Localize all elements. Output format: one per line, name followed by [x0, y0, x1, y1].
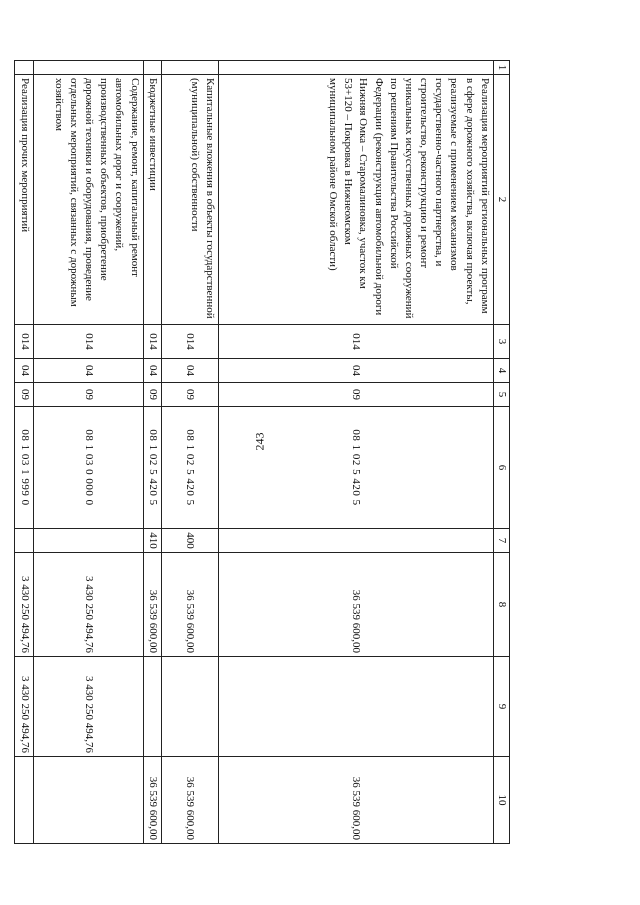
col-header-4: 4	[493, 359, 509, 383]
col-header-8: 8	[493, 553, 509, 657]
page-number: 243	[252, 432, 267, 451]
cell-subsection: 09	[33, 383, 143, 407]
cell-amount: 36 539 600,00	[143, 553, 161, 657]
cell-row-number	[143, 61, 161, 75]
cell-subsection: 09	[218, 383, 493, 407]
cell-item-name: Бюджетные инвестиции	[143, 75, 161, 325]
cell-amount: 36 539 600,00	[161, 553, 218, 657]
cell-item-name: Реализация прочих мероприятий	[15, 75, 33, 325]
cell-amount-3	[15, 757, 33, 844]
cell-expense-type: 410	[143, 529, 161, 553]
cell-amount: 3 430 250 494,76	[33, 553, 143, 657]
cell-row-number	[15, 61, 33, 75]
table-row	[15, 61, 33, 844]
cell-section: 04	[15, 359, 33, 383]
budget-table	[14, 60, 510, 844]
cell-subsection: 09	[161, 383, 218, 407]
col-header-7: 7	[493, 529, 509, 553]
cell-target-article: 08 1 02 5 420 5	[143, 407, 161, 529]
cell-amount-2: 3 430 250 494,76	[15, 657, 33, 757]
cell-ministry-code: 014	[218, 325, 493, 359]
header-row	[493, 61, 509, 844]
cell-amount-3: 36 539 600,00	[143, 757, 161, 844]
cell-ministry-code: 014	[15, 325, 33, 359]
table-row	[143, 61, 161, 844]
col-header-2: 2	[493, 75, 509, 325]
cell-ministry-code: 014	[161, 325, 218, 359]
cell-amount: 3 430 250 494,76	[15, 553, 33, 657]
cell-target-article: 08 1 02 5 420 5	[218, 407, 493, 529]
rotated-page-content	[18, 60, 510, 843]
col-header-5: 5	[493, 383, 509, 407]
col-header-6: 6	[493, 407, 509, 529]
cell-section: 04	[33, 359, 143, 383]
cell-target-article: 08 1 02 5 420 5	[161, 407, 218, 529]
table-row	[218, 61, 493, 844]
cell-target-article: 08 1 03 0 000 0	[33, 407, 143, 529]
cell-section: 04	[218, 359, 493, 383]
cell-section: 04	[143, 359, 161, 383]
col-header-10: 10	[493, 757, 509, 844]
cell-section: 04	[161, 359, 218, 383]
cell-subsection: 09	[143, 383, 161, 407]
cell-expense-type	[218, 529, 493, 553]
cell-amount-2	[143, 657, 161, 757]
cell-amount-3: 36 539 600,00	[218, 757, 493, 844]
cell-row-number	[33, 61, 143, 75]
cell-amount-2: 3 430 250 494,76	[33, 657, 143, 757]
cell-row-number	[161, 61, 218, 75]
cell-amount-2	[161, 657, 218, 757]
col-header-3: 3	[493, 325, 509, 359]
table-row	[33, 61, 143, 844]
cell-subsection: 09	[15, 383, 33, 407]
cell-item-name: Капитальные вложения в объекты государственной (муниципальной) собственности	[161, 75, 218, 325]
cell-amount: 36 539 600,00	[218, 553, 493, 657]
col-header-1: 1	[493, 61, 509, 75]
cell-item-name: Содержание, ремонт, капитальный ремонт автомобильных дорог и сооружений, производственных объектов, приобретение дорожной техники и оборудования, проведение отдельных мероприятий, связанных с дорожным хозяйством	[33, 75, 143, 325]
cell-target-article: 08 1 03 1 999 0	[15, 407, 33, 529]
cell-expense-type	[33, 529, 143, 553]
cell-ministry-code: 014	[143, 325, 161, 359]
cell-expense-type	[15, 529, 33, 553]
table-row	[161, 61, 218, 844]
cell-amount-2	[218, 657, 493, 757]
cell-item-name: Реализация мероприятий региональных программ в сфере дорожного хозяйства, включая проекты, реализуемые с применением механизмов государственно-частного партнерства, и строительство, реконструкцию и ремонт уникальных искусственных дорожных сооружений по решениям Правительства Российской Федерации (реконструкция автомобильной дороги Нижняя Омка – Старомалиновка, участок км 53+120 – Покровка в Нижнеомском муниципальном районе Омской области)	[218, 75, 493, 325]
cell-amount-3: 36 539 600,00	[161, 757, 218, 844]
col-header-9: 9	[493, 657, 509, 757]
cell-amount-3	[33, 757, 143, 844]
cell-ministry-code: 014	[33, 325, 143, 359]
cell-expense-type: 400	[161, 529, 218, 553]
cell-row-number	[218, 61, 493, 75]
